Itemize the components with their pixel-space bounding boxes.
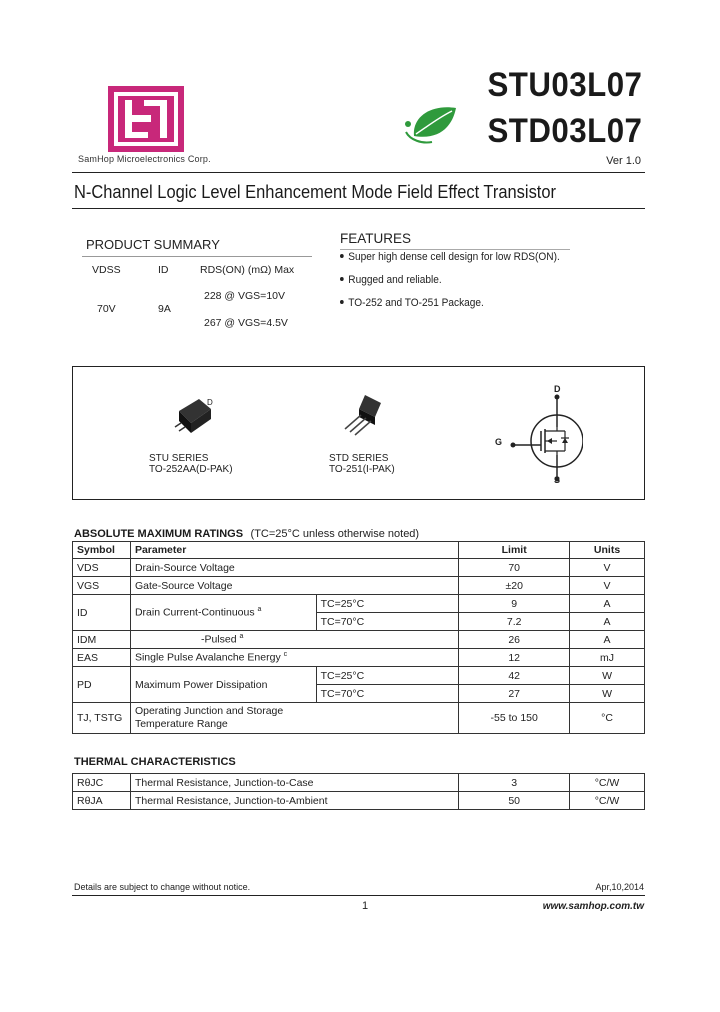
mosfet-symbol-icon [503, 383, 583, 487]
summary-rds-10v: 228 @ VGS=10V [204, 290, 286, 302]
footer-date: Apr,10,2014 [595, 882, 644, 892]
table-row: TJ, TSTG Operating Junction and Storage Temperature Range -55 to 150 °C [73, 703, 645, 734]
param-cell: Single Pulse Avalanche Energy $^c$ [130, 649, 458, 667]
footer-notice: Details are subject to change without notice. [74, 882, 251, 892]
part-number-std: STD03L07 [487, 112, 642, 150]
thermal-title: THERMAL CHARACTERISTICS [74, 756, 236, 768]
table-row: RθJA Thermal Resistance, Junction-to-Ambient 50 °C/W [73, 792, 645, 810]
feature-item: TO-252 and TO-251 Package. [340, 297, 484, 309]
mosfet-pin-s: S [554, 475, 561, 485]
version-label: Ver 1.0 [606, 155, 641, 167]
dpak-pin-d: D [207, 398, 213, 407]
summary-col-rds: RDS(ON) (mΩ) Max [200, 264, 295, 276]
footer-rule [72, 895, 645, 896]
part-number-stu: STU03L07 [487, 66, 642, 104]
product-summary-underline [82, 256, 312, 257]
table-row: IDM -Pulsed $^a$ 26 A [73, 631, 645, 649]
col-symbol: Symbol [73, 542, 131, 559]
title-rule [72, 208, 645, 209]
thermal-table [72, 773, 645, 810]
mosfet-pin-d: D [554, 384, 561, 394]
summary-id-value: 9A [158, 303, 171, 315]
table-row: VDS Drain-Source Voltage 70 V [73, 559, 645, 577]
table-row: PD Maximum Power Dissipation TC=25°C 42 W [73, 667, 645, 685]
table-row: VGS Gate-Source Voltage ±20 V [73, 577, 645, 595]
std-package-label: TO-251(I-PAK) [329, 464, 395, 475]
param-cell: Operating Junction and Storage Temperature Range [130, 703, 458, 734]
header-rule [72, 172, 645, 173]
summary-vdss-value: 70V [97, 303, 116, 315]
table-row: ID Drain Current-Continuous $^a$ TC=25°C 9 A [73, 595, 645, 613]
summary-col-vdss: VDSS [92, 264, 121, 276]
footer-url[interactable]: www.samhop.com.tw [542, 901, 644, 912]
company-name: SamHop Microelectronics Corp. [78, 154, 211, 164]
table-header-row [73, 542, 645, 559]
param-cell: -Pulsed $^a$ [130, 631, 458, 649]
col-parameter: Parameter [130, 542, 458, 559]
col-units: Units [570, 542, 645, 559]
summary-rds-4v5: 267 @ VGS=4.5V [204, 317, 288, 329]
ratings-table [72, 541, 645, 734]
package-diagram-box [72, 366, 645, 500]
ipak-package-icon [335, 389, 395, 445]
mosfet-pin-g: G [495, 437, 503, 447]
stu-package-label: TO-252AA(D-PAK) [149, 464, 233, 475]
table-row: TC=70°C 7.2 A [73, 613, 645, 631]
table-row: RθJC Thermal Resistance, Junction-to-Case 3 °C/W [73, 774, 645, 792]
feature-item: Super high dense cell design for low RDS(ON). [340, 251, 560, 263]
features-underline [340, 249, 570, 250]
feature-item: Rugged and reliable. [340, 274, 442, 286]
green-leaf-icon [402, 102, 460, 146]
param-cell: Drain Current-Continuous $^a$ [130, 595, 316, 631]
stu-series-label: STU SERIES [149, 453, 209, 464]
page-title: N-Channel Logic Level Enhancement Mode Field Effect Transistor [74, 181, 557, 202]
ratings-title: ABSOLUTE MAXIMUM RATINGS [74, 528, 244, 540]
col-limit: Limit [459, 542, 570, 559]
samhop-logo [108, 86, 184, 152]
ratings-heading [74, 524, 419, 542]
product-summary-title: PRODUCT SUMMARY [86, 237, 220, 252]
features-title: FEATURES [340, 231, 412, 246]
std-series-label: STD SERIES [329, 453, 389, 464]
table-row: EAS Single Pulse Avalanche Energy $^c$ 12 mJ [73, 649, 645, 667]
ratings-note: (TC=25°C unless otherwise noted) [250, 528, 420, 540]
page-number: 1 [362, 900, 369, 912]
table-row: TC=70°C 27 W [73, 685, 645, 703]
summary-col-id: ID [158, 264, 169, 276]
